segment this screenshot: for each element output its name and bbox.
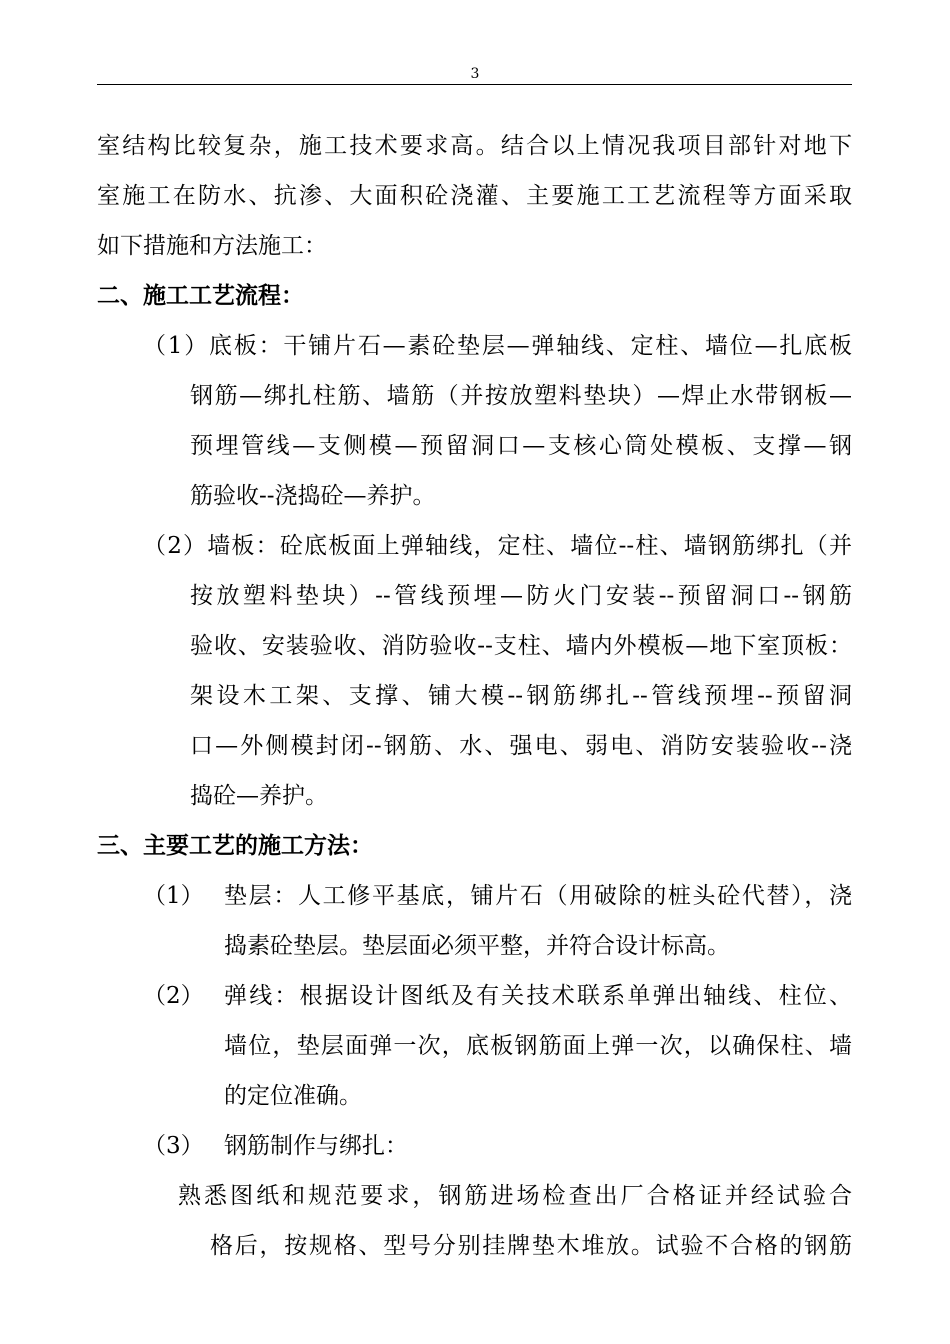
section-2-item-2-line-6: 捣砼—养护。 [190,783,328,809]
section-3-item-1-line-1: 垫层：人工修平基底，铺片石（用破除的桩头砼代替），浇 [224,883,852,909]
header-rule [97,84,852,85]
section-2-item-1-line-4: 筋验收--浇捣砼—养护。 [190,483,436,509]
section-3-item-3-number: （3） [143,1133,204,1159]
section-2-item-2-line-3: 验收、安装验收、消防验收--支柱、墙内外模板—地下室顶板： [190,633,852,659]
section-2-item-1-line-1: （1）底板：干铺片石—素砼垫层—弹轴线、定柱、墙位—扎底板 [143,333,852,359]
intro-line-1: 室结构比较复杂，施工技术要求高。结合以上情况我项目部针对地下 [97,133,852,159]
section-2-item-1-line-2: 钢筋—绑扎柱筋、墙筋（并按放塑料垫块）—焊止水带钢板— [190,383,852,409]
section-3-item-2-line-2: 墙位，垫层面弹一次，底板钢筋面上弹一次，以确保柱、墙 [224,1033,852,1059]
section-3-para-line-1: 熟悉图纸和规范要求，钢筋进场检查出厂合格证并经试验合 [178,1183,852,1209]
section-3-para-line-2: 格后，按规格、型号分别挂牌垫木堆放。试验不合格的钢筋 [210,1233,852,1259]
intro-line-3: 如下措施和方法施工： [97,233,327,259]
intro-line-2: 室施工在防水、抗渗、大面积砼浇灌、主要施工工艺流程等方面采取 [97,183,852,209]
section-2-heading: 二、施工工艺流程： [97,282,304,309]
section-2-item-1-line-3: 预埋管线—支侧模—预留洞口—支核心筒处模板、支撑—钢 [190,433,852,459]
section-3-item-3-title: 钢筋制作与绑扎： [224,1133,408,1159]
section-2-item-2-line-2: 按放塑料垫块）--管线预埋—防火门安装--预留洞口--钢筋 [190,583,852,609]
section-2-item-2-line-4: 架设木工架、支撑、铺大模--钢筋绑扎--管线预埋--预留洞 [190,683,852,709]
section-3-item-1-number: （1） [143,883,204,909]
section-2-item-2-line-5: 口—外侧模封闭--钢筋、水、强电、弱电、消防安装验收--浇 [190,733,852,759]
section-2-item-2-line-1: （2）墙板：砼底板面上弹轴线，定柱、墙位--柱、墙钢筋绑扎（并 [143,533,852,559]
section-3-item-1-line-2: 捣素砼垫层。垫层面必须平整，并符合设计标高。 [224,933,730,959]
section-3-heading: 三、主要工艺的施工方法： [97,832,373,859]
page-number: 3 [470,66,480,82]
section-3-item-2-line-1: 弹线：根据设计图纸及有关技术联系单弹出轴线、柱位、 [224,983,852,1009]
section-3-item-2-number: （2） [143,983,204,1009]
section-3-item-2-line-3: 的定位准确。 [224,1083,362,1109]
